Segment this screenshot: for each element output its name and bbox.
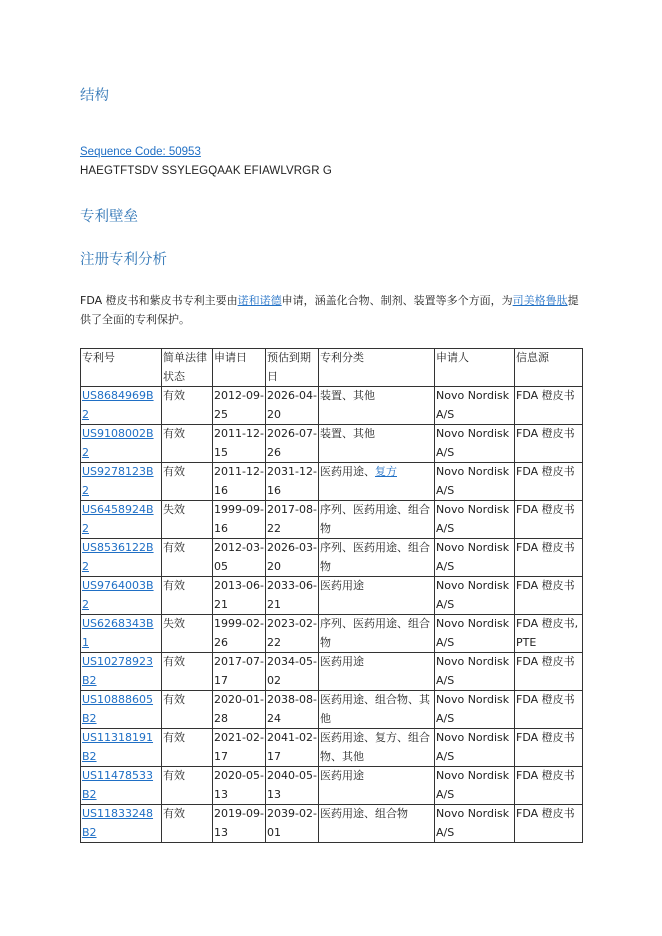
legal-status-cell (162, 805, 213, 843)
patent-number-link[interactable]: US10278923B2 (82, 655, 154, 687)
semaglutide-link[interactable]: 司美格鲁肽 (512, 294, 568, 307)
classification-text: 医药用途、复方、组合物、其他 (320, 731, 430, 763)
legal-status-text: 失效 (163, 503, 185, 516)
classification-text: 医药用途、组合物 (320, 807, 408, 820)
classification-text: 医药用途 (320, 769, 364, 782)
summary-text-3: 提供了全面的专利保护。 (80, 294, 579, 326)
expiry-date-text: 2034-05-02 (267, 655, 317, 687)
filing-date-text: 2020-01-28 (214, 693, 264, 725)
legal-status-cell (162, 691, 213, 729)
legal-status-text: 有效 (163, 427, 185, 440)
expiry-date-text: 2033-06-21 (267, 579, 317, 611)
patent-number-link[interactable]: US6458924B2 (82, 503, 154, 535)
legal-status-text: 有效 (163, 655, 185, 668)
patent-number-link[interactable]: US9108002B2 (82, 427, 154, 459)
source-cell (515, 615, 583, 653)
patent-number-cell (81, 767, 162, 805)
source-text: FDA 橙皮书 (516, 389, 575, 402)
patent-number-cell (81, 425, 162, 463)
classification-text: 医药用途 (320, 655, 364, 668)
table-row (81, 501, 583, 539)
applicant-cell (435, 463, 515, 501)
applicant-cell (435, 425, 515, 463)
classification-cell (319, 691, 435, 729)
novo-nordisk-link[interactable]: 诺和诺德 (237, 294, 282, 307)
applicant-text: Novo Nordisk A/S (436, 731, 510, 763)
expiry-date-cell (266, 425, 319, 463)
applicant-text: Novo Nordisk A/S (436, 503, 510, 535)
source-text: FDA 橙皮书 (516, 427, 575, 440)
legal-status-cell (162, 653, 213, 691)
expiry-date-cell (266, 653, 319, 691)
legal-status-cell (162, 501, 213, 539)
source-text: FDA 橙皮书 (516, 769, 575, 782)
filing-date-text: 2012-03-05 (214, 541, 264, 573)
applicant-cell (435, 501, 515, 539)
legal-status-text: 有效 (163, 541, 185, 554)
table-row (81, 729, 583, 767)
applicant-cell (435, 729, 515, 767)
classification-cell (319, 615, 435, 653)
expiry-date-text: 2039-02-01 (267, 807, 317, 839)
patent-number-cell (81, 805, 162, 843)
source-text: FDA 橙皮书 (516, 465, 575, 478)
patent-number-link[interactable]: US10888605B2 (82, 693, 154, 725)
expiry-date-cell (266, 615, 319, 653)
filing-date-cell (213, 577, 266, 615)
classification-text: 序列、医药用途、组合物 (320, 503, 430, 535)
summary-text-1: FDA 橙皮书和紫皮书专利主要由 (80, 294, 238, 307)
table-row (81, 653, 583, 691)
applicant-text: Novo Nordisk A/S (436, 807, 510, 839)
source-cell (515, 425, 583, 463)
expiry-date-cell (266, 387, 319, 425)
expiry-date-text: 2041-02-17 (267, 731, 317, 763)
legal-status-text: 有效 (163, 693, 185, 706)
patent-number-link[interactable]: US8536122B2 (82, 541, 154, 573)
classification-cell (319, 767, 435, 805)
classification-text: 序列、医药用途、组合物 (320, 541, 430, 573)
applicant-text: Novo Nordisk A/S (436, 769, 510, 801)
classification-text: 医药用途、组合物、其他 (320, 693, 430, 725)
legal-status-text: 有效 (163, 465, 185, 478)
patent-number-cell (81, 653, 162, 691)
applicant-text: Novo Nordisk A/S (436, 541, 510, 573)
patent-number-cell (81, 501, 162, 539)
patent-number-link[interactable]: US8684969B2 (82, 389, 154, 421)
structure-heading: 结构 (80, 88, 109, 104)
filing-date-cell (213, 425, 266, 463)
applicant-text: Novo Nordisk A/S (436, 427, 510, 459)
classification-cell (319, 501, 435, 539)
expiry-date-text: 2031-12-16 (267, 465, 317, 497)
patent-number-cell (81, 691, 162, 729)
expiry-date-cell (266, 729, 319, 767)
source-cell (515, 691, 583, 729)
table-row (81, 425, 583, 463)
classification-text: 装置、其他 (320, 389, 375, 402)
source-text: FDA 橙皮书 (516, 731, 575, 744)
filing-date-text: 1999-09-16 (214, 503, 264, 535)
table-row (81, 805, 583, 843)
patent-number-link[interactable]: US9764003B2 (82, 579, 154, 611)
expiry-date-cell (266, 767, 319, 805)
legal-status-text: 有效 (163, 731, 185, 744)
registered-patent-analysis-heading: 注册专利分析 (80, 252, 167, 268)
legal-status-cell (162, 615, 213, 653)
table-row (81, 615, 583, 653)
applicant-cell (435, 805, 515, 843)
filing-date-cell (213, 653, 266, 691)
applicant-cell (435, 387, 515, 425)
legal-status-text: 有效 (163, 579, 185, 592)
table-row (81, 691, 583, 729)
source-cell (515, 653, 583, 691)
header-legal-status: 简单法律状态 (162, 349, 213, 387)
source-text: FDA 橙皮书 (516, 807, 575, 820)
applicant-text: Novo Nordisk A/S (436, 617, 510, 649)
legal-status-text: 有效 (163, 769, 185, 782)
classification-text: 装置、其他 (320, 427, 375, 440)
filing-date-cell (213, 615, 266, 653)
patent-table (80, 348, 583, 843)
filing-date-cell (213, 463, 266, 501)
legal-status-text: 有效 (163, 807, 185, 820)
source-cell (515, 577, 583, 615)
filing-date-text: 2019-09-13 (214, 807, 264, 839)
table-header-row (81, 349, 583, 387)
patent-number-cell (81, 615, 162, 653)
source-cell (515, 501, 583, 539)
patent-number-link[interactable]: US9278123B2 (82, 465, 154, 497)
legal-status-text: 失效 (163, 617, 185, 630)
classification-text: 医药用途、 (320, 465, 375, 478)
legal-status-cell (162, 767, 213, 805)
classification-cell (319, 653, 435, 691)
source-cell (515, 767, 583, 805)
filing-date-text: 2020-05-13 (214, 769, 264, 801)
legal-status-cell (162, 539, 213, 577)
source-text: FDA 橙皮书 (516, 579, 575, 592)
table-row (81, 767, 583, 805)
classification-cell (319, 463, 435, 501)
filing-date-text: 2011-12-15 (214, 427, 264, 459)
applicant-text: Novo Nordisk A/S (436, 655, 510, 687)
legal-status-cell (162, 577, 213, 615)
filing-date-text: 2012-09-25 (214, 389, 264, 421)
patent-number-cell (81, 729, 162, 767)
sequence-code-link[interactable]: Sequence Code: 50953 (80, 146, 201, 158)
source-cell (515, 387, 583, 425)
filing-date-cell (213, 767, 266, 805)
table-row (81, 577, 583, 615)
applicant-cell (435, 615, 515, 653)
applicant-cell (435, 691, 515, 729)
filing-date-cell (213, 691, 266, 729)
filing-date-cell (213, 805, 266, 843)
expiry-date-text: 2040-05-13 (267, 769, 317, 801)
table-row (81, 463, 583, 501)
classification-cell (319, 387, 435, 425)
filing-date-cell (213, 729, 266, 767)
source-text: FDA 橙皮书 (516, 655, 575, 668)
filing-date-text: 2011-12-16 (214, 465, 264, 497)
classification-cell (319, 425, 435, 463)
source-text: FDA 橙皮书, PTE (516, 617, 579, 649)
expiry-date-text: 2026-03-20 (267, 541, 317, 573)
filing-date-cell (213, 501, 266, 539)
sequence-text: HAEGTFTSDV SSYLEGQAAK EFIAWLVRGR G (80, 165, 332, 177)
classification-text: 序列、医药用途、组合物 (320, 617, 430, 649)
filing-date-text: 2021-02-17 (214, 731, 264, 763)
expiry-date-text: 2017-08-22 (267, 503, 317, 535)
patent-barrier-heading: 专利壁垒 (80, 209, 138, 225)
expiry-date-cell (266, 501, 319, 539)
expiry-date-cell (266, 463, 319, 501)
applicant-cell (435, 539, 515, 577)
expiry-date-text: 2026-04-20 (267, 389, 317, 421)
header-patent-number: 专利号 (81, 349, 162, 387)
patent-number-link[interactable]: US11833248B2 (82, 807, 154, 839)
classification-cell (319, 539, 435, 577)
applicant-text: Novo Nordisk A/S (436, 693, 510, 725)
filing-date-text: 2017-07-17 (214, 655, 264, 687)
classification-cell (319, 577, 435, 615)
expiry-date-cell (266, 805, 319, 843)
source-cell (515, 729, 583, 767)
table-row (81, 387, 583, 425)
legal-status-text: 有效 (163, 389, 185, 402)
header-classification: 专利分类 (319, 349, 435, 387)
patent-number-link[interactable]: US11478533B2 (82, 769, 154, 801)
source-cell (515, 805, 583, 843)
summary-text-2: 申请，涵盖化合物、制剂、装置等多个方面，为 (281, 294, 513, 307)
applicant-cell (435, 653, 515, 691)
legal-status-cell (162, 729, 213, 767)
classification-text: 医药用途 (320, 579, 364, 592)
expiry-date-cell (266, 539, 319, 577)
patent-number-cell (81, 577, 162, 615)
applicant-cell (435, 767, 515, 805)
applicant-text: Novo Nordisk A/S (436, 579, 510, 611)
filing-date-cell (213, 539, 266, 577)
source-cell (515, 463, 583, 501)
filing-date-cell (213, 387, 266, 425)
filing-date-text: 2013-06-21 (214, 579, 264, 611)
patent-number-link[interactable]: US6268343B1 (82, 617, 154, 649)
table-row (81, 539, 583, 577)
legal-status-cell (162, 463, 213, 501)
header-expiry-date: 预估到期日 (266, 349, 319, 387)
patent-number-link[interactable]: US11318191B2 (82, 731, 154, 763)
applicant-text: Novo Nordisk A/S (436, 465, 510, 497)
expiry-date-cell (266, 691, 319, 729)
legal-status-cell (162, 425, 213, 463)
expiry-date-text: 2026-07-26 (267, 427, 317, 459)
expiry-date-text: 2023-02-22 (267, 617, 317, 649)
source-text: FDA 橙皮书 (516, 503, 575, 516)
expiry-date-cell (266, 577, 319, 615)
header-filing-date: 申请日 (213, 349, 266, 387)
filing-date-text: 1999-02-26 (214, 617, 264, 649)
source-text: FDA 橙皮书 (516, 541, 575, 554)
applicant-text: Novo Nordisk A/S (436, 389, 510, 421)
legal-status-cell (162, 387, 213, 425)
patent-number-cell (81, 463, 162, 501)
source-cell (515, 539, 583, 577)
summary-paragraph (80, 291, 580, 329)
expiry-date-text: 2038-08-24 (267, 693, 317, 725)
applicant-cell (435, 577, 515, 615)
classification-cell (319, 729, 435, 767)
source-text: FDA 橙皮书 (516, 693, 575, 706)
classification-cell (319, 805, 435, 843)
patent-number-cell (81, 387, 162, 425)
classification-link[interactable]: 复方 (375, 465, 397, 478)
patent-number-cell (81, 539, 162, 577)
header-applicant: 申请人 (435, 349, 515, 387)
header-source: 信息源 (515, 349, 583, 387)
